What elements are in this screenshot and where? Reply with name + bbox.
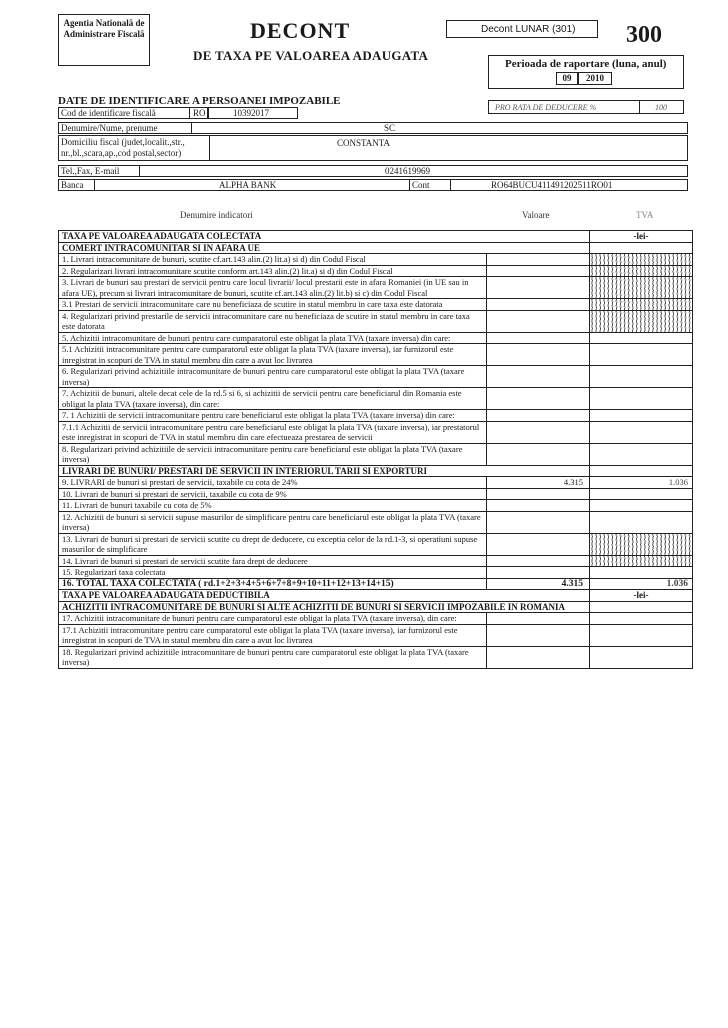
value-cell[interactable] xyxy=(487,500,590,512)
table-row xyxy=(59,388,693,410)
value-cell[interactable] xyxy=(487,310,590,332)
account-label: Cont xyxy=(409,180,451,190)
table-row xyxy=(59,410,693,422)
table-row xyxy=(59,421,693,443)
value-cell[interactable] xyxy=(487,533,590,555)
indicator-label: 7. Achizitii de bunuri, altele decat cele de la rd.5 si 6, si achizitii de servicii pentru care beneficiarul din Romania este obligat la plata TVA (taxare inversa), din care: xyxy=(59,388,487,410)
table-row xyxy=(59,477,693,489)
indicator-label: 2. Regularizari livrari intracomunitare scutite conform art.143 alin.(2) lit.a) si d) din Codul Fiscal xyxy=(59,265,487,277)
tva-cell[interactable] xyxy=(590,500,693,512)
tva-cell-disabled xyxy=(590,277,693,299)
value-cell[interactable] xyxy=(487,366,590,388)
prorata-value[interactable]: 100 xyxy=(655,103,667,112)
indicator-label: 4. Regularizari privind prestarile de servicii intracomunitare care nu beneficiaza de scutire in statul membru in care taxa este datorata xyxy=(59,310,487,332)
prorata-label: PRO RATA DE DEDUCERE % xyxy=(495,103,597,112)
table-row xyxy=(59,310,693,332)
fiscal-code-field[interactable] xyxy=(208,107,298,119)
indicator-label: 13. Livrari de bunuri si prestari de servicii scutite cu drept de deducere, cu exceptia celor de la rd.1-3, si operatiuni supuse masurilor de simplificare xyxy=(59,533,487,555)
section-title: ACHIZITII INTRACOMUNITARE DE BUNURI SI ALTE ACHIZITII DE BUNURI SI SERVICII IMPOZABILE IN ROMANIA xyxy=(59,601,590,613)
unit-label xyxy=(590,242,693,254)
indicator-label: 17. Achizitii intracomunitare de bunuri pentru care cumparatorul este obligat la plata TVA (taxare inversa), din care: xyxy=(59,613,487,625)
address-row xyxy=(58,135,688,161)
value-cell[interactable] xyxy=(487,443,590,465)
indicator-label: 1. Livrari intracomunitare de bunuri, scutite cf.art.143 alin.(2) lit.a) si d) din Codul Fiscal xyxy=(59,254,487,266)
value-cell[interactable] xyxy=(487,511,590,533)
value-cell[interactable] xyxy=(487,421,590,443)
fiscal-code-label: Cod de identificare fiscalã xyxy=(61,108,156,118)
indicators-table xyxy=(58,230,693,669)
bank-value[interactable]: ALPHA BANK xyxy=(219,180,277,190)
indicator-label: 3. Livrari de bunuri sau prestari de servicii pentru care locul livrarii/ locul prestarii este in afara Romaniei (in UE sau in afara UE), precum si livrari intracomunitare de bunuri, scutite cf.art.143 alin.(2) lit.b) si c) din Codul Fiscal xyxy=(59,277,487,299)
tva-cell[interactable] xyxy=(590,624,693,646)
section-header-row xyxy=(59,242,693,254)
column-value: Valoare xyxy=(522,210,550,220)
section-header-row xyxy=(59,231,693,243)
fiscal-code-value: 10392017 xyxy=(233,108,269,118)
name-row xyxy=(58,122,688,134)
indicator-label: 16. TOTAL TAXA COLECTATA ( rd.1+2+3+4+5+6+7+8+9+10+11+12+13+14+15) xyxy=(59,578,487,590)
prorata-box xyxy=(488,100,684,114)
table-row xyxy=(59,265,693,277)
table-row xyxy=(59,299,693,311)
table-row xyxy=(59,277,693,299)
value-cell[interactable] xyxy=(487,277,590,299)
value-cell[interactable] xyxy=(487,344,590,366)
tva-cell[interactable] xyxy=(590,567,693,579)
indicator-label: 8. Regularizari privind achizitiile de servicii intracomunitare pentru care beneficiarul este obligat la plata TVA (taxare inversa) xyxy=(59,443,487,465)
tva-cell[interactable] xyxy=(590,646,693,668)
indicator-label: 6. Regularizari privind achizitiile intracomunitare de bunuri pentru care cumparatorul este obligat la plata TVA (taxare inversa) xyxy=(59,366,487,388)
tva-cell-disabled xyxy=(590,555,693,567)
unit-label: -lei- xyxy=(590,231,693,243)
agency-box: Agentia Nationalã de Administrare Fiscalã xyxy=(58,14,150,66)
table-row xyxy=(59,555,693,567)
section-title: TAXA PE VALOAREA ADAUGATA COLECTATA xyxy=(59,231,590,243)
indicator-label: 10. Livrari de bunuri si prestari de servicii, taxabile cu cota de 9% xyxy=(59,488,487,500)
indicator-label: 7.1.1 Achizitii de servicii intracomunitare pentru care beneficiarul este obligat la plata TVA (taxare inversa), iar prestatorul este inregistrat in scopuri de TVA in statul membru din care efectueaza prestarea de servicii xyxy=(59,421,487,443)
period-month-field[interactable]: 09 xyxy=(556,72,578,85)
value-cell[interactable] xyxy=(487,388,590,410)
total-row xyxy=(59,578,693,590)
value-cell[interactable]: 4.315 xyxy=(487,477,590,489)
indicator-label: 9. LIVRARI de bunuri si prestari de servicii, taxabile cu cota de 24% xyxy=(59,477,487,489)
unit-label xyxy=(590,465,693,477)
table-row xyxy=(59,500,693,512)
table-row xyxy=(59,443,693,465)
indicator-label: 17.1 Achizitii intracomunitare pentru care cumparatorul este obligat la plata TVA (taxare inversa), iar furnizorul este inregistrat in scopuri de TVA in statul membru din care a avut loc livrarea xyxy=(59,624,487,646)
value-cell[interactable] xyxy=(487,567,590,579)
tva-cell-disabled xyxy=(590,533,693,555)
value-cell[interactable] xyxy=(487,624,590,646)
tva-cell[interactable] xyxy=(590,443,693,465)
value-cell[interactable] xyxy=(487,299,590,311)
account-value[interactable]: RO64BUCU411491202511RO01 xyxy=(491,180,613,190)
section-title: TAXA PE VALOAREA ADAUGATA DEDUCTIBILA xyxy=(59,590,590,602)
indicator-label: 15. Regularizari taxa colectata xyxy=(59,567,487,579)
table-row xyxy=(59,332,693,344)
indicator-label: 5. Achizitii intracomunitare de bunuri pentru care cumparatorul este obligat la plata TVA (taxare inversa) din care: xyxy=(59,332,487,344)
bank-label: Banca xyxy=(61,180,84,190)
tva-cell-disabled xyxy=(590,310,693,332)
unit-label xyxy=(590,601,693,613)
value-cell[interactable] xyxy=(487,646,590,668)
decont-type-select[interactable]: Decont LUNAR (301) xyxy=(446,20,598,38)
tva-cell-disabled xyxy=(590,299,693,311)
form-subtitle: DE TAXA PE VALOAREA ADAUGATA xyxy=(193,48,429,63)
tva-cell[interactable] xyxy=(590,366,693,388)
phone-label: Tel.,Fax, E-mail xyxy=(61,166,120,176)
value-cell[interactable] xyxy=(487,332,590,344)
indicator-label: 7. 1 Achizitii de servicii intracomunitare pentru care beneficiarul este obligat la plata TVA (taxare inversa) din care: xyxy=(59,410,487,422)
indicator-label: 11. Livrari de bunuri taxabile cu cota de 5% xyxy=(59,500,487,512)
table-row xyxy=(59,646,693,668)
value-cell[interactable] xyxy=(487,555,590,567)
fiscal-code-row xyxy=(58,107,208,119)
tva-cell[interactable]: 1.036 xyxy=(590,578,693,590)
tva-cell[interactable] xyxy=(590,421,693,443)
tva-cell[interactable]: 1.036 xyxy=(590,477,693,489)
table-row xyxy=(59,366,693,388)
indicator-label: 5.1 Achizitii intracomunitare pentru care cumparatorul este obligat la plata TVA (taxare inversa), iar furnizorul este inregistrat in scopuri de TVA in statul membru din care a avut loc livrarea xyxy=(59,344,487,366)
section-header-row xyxy=(59,590,693,602)
table-row xyxy=(59,567,693,579)
value-cell[interactable] xyxy=(487,265,590,277)
table-row xyxy=(59,533,693,555)
fiscal-code-prefix: RO xyxy=(189,108,206,118)
column-indicator: Denumire indicatori xyxy=(180,210,253,220)
column-tva: TVA xyxy=(636,210,654,220)
address-label: Domiciliu fiscal (judet,localit.,str., nr.,bl.,scara,ap.,cod postal,sector) xyxy=(61,137,185,158)
section-title: LIVRARI DE BUNURI/ PRESTARI DE SERVICII IN INTERIORUL TARII SI EXPORTURI xyxy=(59,465,590,477)
indicator-label: 18. Regularizari privind achizitiile intracomunitare de bunuri pentru care cumparatorul este obligat la plata TVA (taxare inversa) xyxy=(59,646,487,668)
unit-label: -lei- xyxy=(590,590,693,602)
value-cell[interactable] xyxy=(487,488,590,500)
tva-cell-disabled xyxy=(590,265,693,277)
indicator-label: 14. Livrari de bunuri si prestari de servicii scutite fara drept de deducere xyxy=(59,555,487,567)
indicator-label: 12. Achizitii de bunuri si servicii supuse masurilor de simplificare pentru care beneficiarul este obligat la plata TVA (taxare inversa) xyxy=(59,511,487,533)
table-row xyxy=(59,254,693,266)
table-row xyxy=(59,624,693,646)
section-title: COMERT INTRACOMUNITAR SI IN AFARA UE xyxy=(59,242,590,254)
form-number: 300 xyxy=(626,22,662,48)
table-row xyxy=(59,488,693,500)
table-row xyxy=(59,344,693,366)
tva-cell-disabled xyxy=(590,254,693,266)
period-year-field[interactable]: 2010 xyxy=(578,72,612,85)
phone-value[interactable]: 0241619969 xyxy=(385,166,430,176)
indicator-label: 3.1 Prestari de servicii intracomunitare care nu beneficiaza de scutire in statul membru in care taxa este datorata xyxy=(59,299,487,311)
tva-cell[interactable] xyxy=(590,488,693,500)
table-row xyxy=(59,511,693,533)
phone-row xyxy=(58,165,688,177)
name-value[interactable]: SC xyxy=(384,123,396,133)
tva-cell[interactable] xyxy=(590,388,693,410)
identification-title: DATE DE IDENTIFICARE A PERSOANEI IMPOZABILE xyxy=(58,95,341,107)
tva-cell[interactable] xyxy=(590,613,693,625)
section-header-row xyxy=(59,465,693,477)
value-cell[interactable]: 4.315 xyxy=(487,578,590,590)
value-cell[interactable] xyxy=(487,410,590,422)
address-value[interactable]: CONSTANTA xyxy=(337,138,391,148)
value-cell[interactable] xyxy=(487,613,590,625)
section-header-row xyxy=(59,601,693,613)
tva-cell[interactable] xyxy=(590,344,693,366)
form-title: DECONT xyxy=(250,18,351,43)
tva-cell[interactable] xyxy=(590,511,693,533)
tva-cell[interactable] xyxy=(590,410,693,422)
name-label: Denumire/Nume, prenume xyxy=(61,123,158,133)
table-row xyxy=(59,613,693,625)
bank-row xyxy=(58,179,688,191)
value-cell[interactable] xyxy=(487,254,590,266)
period-label: Perioada de raportare (luna, anul) xyxy=(505,58,667,70)
tva-cell[interactable] xyxy=(590,332,693,344)
